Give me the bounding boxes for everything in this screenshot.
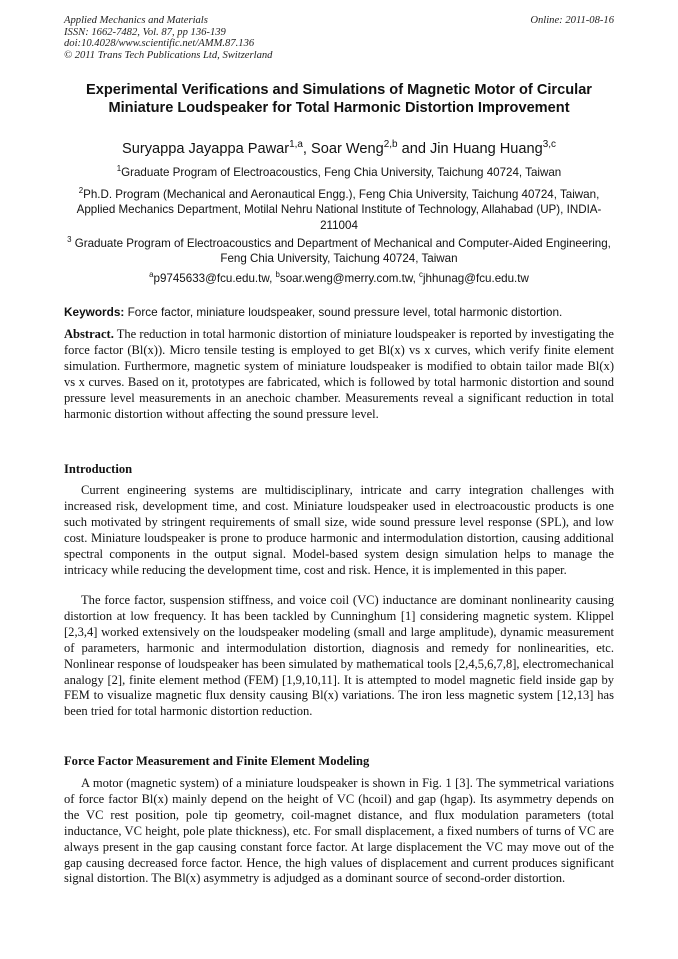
author-name: Suryappa Jayappa Pawar (121, 141, 290, 157)
author-name: Soar Weng (311, 141, 384, 157)
author-superscript: 2,b (383, 139, 398, 151)
copyright-line: © 2011 Trans Tech Publications Ltd, Switzerland (64, 49, 273, 61)
journal-header (64, 15, 272, 61)
affiliation-text: Ph.D. Program (Mechanical and Aeronautical Engg.), Feng Chia University, Taichung 40724, Taiwan, Applied Mechanics Department, Motilal Nehru National Institute of Technology, Allahabad (UP), INDIA-211004 (76, 188, 602, 232)
abstract-paragraph (64, 327, 614, 422)
abstract-text: The reduction in total harmonic distortion of miniature loudspeaker is reported by investigating the force factor (Bl(x)). Micro tensile testing is employed to get Bl(x) vs x curves, which verify finite element simulation. Furthermore, magnetic system of miniature loudspeaker is modified to obtain tailor made Bl(x) vs x curves. Based on it, prototypes are fabricated, which is followed by total harmonic distortion and sound pressure level measurements in an anechoic chamber. Measurements reveal a significant reduction in total harmonic distortion without affecting the sound pressure level. (64, 327, 614, 421)
affiliation-superscript: 1 (116, 164, 122, 174)
paper-title: Experimental Verifications and Simulations of Magnetic Motor of Circular Miniature Loudspeaker for Total Harmonic Distortion Improvement (85, 82, 592, 116)
keywords-line (64, 305, 614, 320)
keywords-label: Keywords: (64, 305, 125, 319)
keywords-text: Force factor, miniature loudspeaker, sound pressure level, total harmonic distortion. (124, 305, 563, 319)
email-superscript: a (149, 270, 154, 280)
force-factor-heading: Force Factor Measurement and Finite Element Modeling (64, 754, 370, 768)
email-address: p9745633@fcu.edu.tw, (153, 272, 276, 285)
author-emails (64, 271, 614, 286)
introduction-paragraph-2: The force factor, suspension stiffness, and voice coil (VC) inductance are dominant nonlinearity causing distortion at low frequency. It has been tackled by Cunninghum [1] considering magnetic system. Klippel [2,3,4] worked extensively on the loudspeaker modeling (small and large amplitude), dynamic measurement of parameters, harmonic and intermodulation distortion, diagnosis and remedy for nonlinearities, etc. Nonlinear response of loudspeaker has been simulated by mathematical tools [2,4,5,6,7,8], electromechanical analogy [2], finite element method (FEM) [1,9,10,11]. It is attempted to model magnetic field inside gap by FEM to visualize magnetic flux density causing Bl(x) variations. The iron less magnetic system [12,13] has been tried for total harmonic distortion reduction. (64, 593, 614, 719)
issn-line: ISSN: 1662-7482, Vol. 87, pp 136-139 (64, 26, 226, 38)
author-superscript: 3,c (542, 139, 556, 151)
affiliation-text: Graduate Program of Electroacoustics and Department of Mechanical and Computer-Aided Engineering, Feng Chia University, Taichung 40724, Taiwan (71, 237, 611, 266)
affiliation-superscript: 3 (67, 235, 72, 245)
author-list (64, 140, 614, 159)
author-name: Jin Huang Huang (430, 141, 543, 157)
email-superscript: b (275, 270, 280, 280)
affiliation-1 (64, 165, 614, 180)
affiliation-text: Graduate Program of Electroacoustics, Feng Chia University, Taichung 40724, Taiwan (121, 166, 562, 179)
introduction-paragraph-1: Current engineering systems are multidisciplinary, intricate and carry integration challenges with increased risk, development time, and cost. Miniature loudspeaker used in electroacoustic products is one such motivated by stringent requirements of small size, wide sound pressure level response (SPL), and low cost. Miniature loudspeaker is prone to produce harmonic and intermodulation distortion, causing additional spectral components in the output signal. Model-based system design simulation helps to manage the intricacy while reducing the development time, cost and risk. Hence, it is implemented in this paper. (64, 483, 614, 577)
email-address: jhhunag@fcu.edu.tw (422, 272, 529, 285)
author-separator: and (397, 141, 430, 157)
author-separator: , (302, 141, 311, 157)
affiliation-superscript: 2 (78, 186, 84, 196)
doi-line: doi:10.4028/www.scientific.net/AMM.87.136 (64, 38, 255, 50)
online-date: Online: 2011-08-16 (530, 15, 614, 26)
author-superscript: 1,a (289, 139, 303, 151)
journal-name: Applied Mechanics and Materials (64, 15, 208, 26)
email-address: soar.weng@merry.com.tw, (279, 272, 420, 285)
affiliation-2 (64, 187, 614, 233)
abstract-label: Abstract. (64, 327, 114, 341)
affiliation-3 (64, 236, 614, 267)
force-factor-paragraph-1: A motor (magnetic system) of a miniature loudspeaker is shown in Fig. 1 [3]. The symmetrical variations of force factor Bl(x) mainly depend on the height of VC (hcoil) and gap (hgap). Its asymmetry depends on the VC rest position, pole tip geometry, coil-magnet distance, and flux modulation parameters (total inductance, VC height, pole plate thickness), etc. For small displacement, a fixed numbers of turns of VC are always present in the gap causing constant force factor. At large displacement the VC may move out of the gap causing decreased force factor. Hence, the high values of displacement and current produces significant signal distortion. The Bl(x) asymmetry is adjudged as a dominant source of second-order distortion. (64, 776, 614, 886)
email-superscript: c (419, 270, 423, 280)
introduction-heading: Introduction (64, 462, 133, 476)
